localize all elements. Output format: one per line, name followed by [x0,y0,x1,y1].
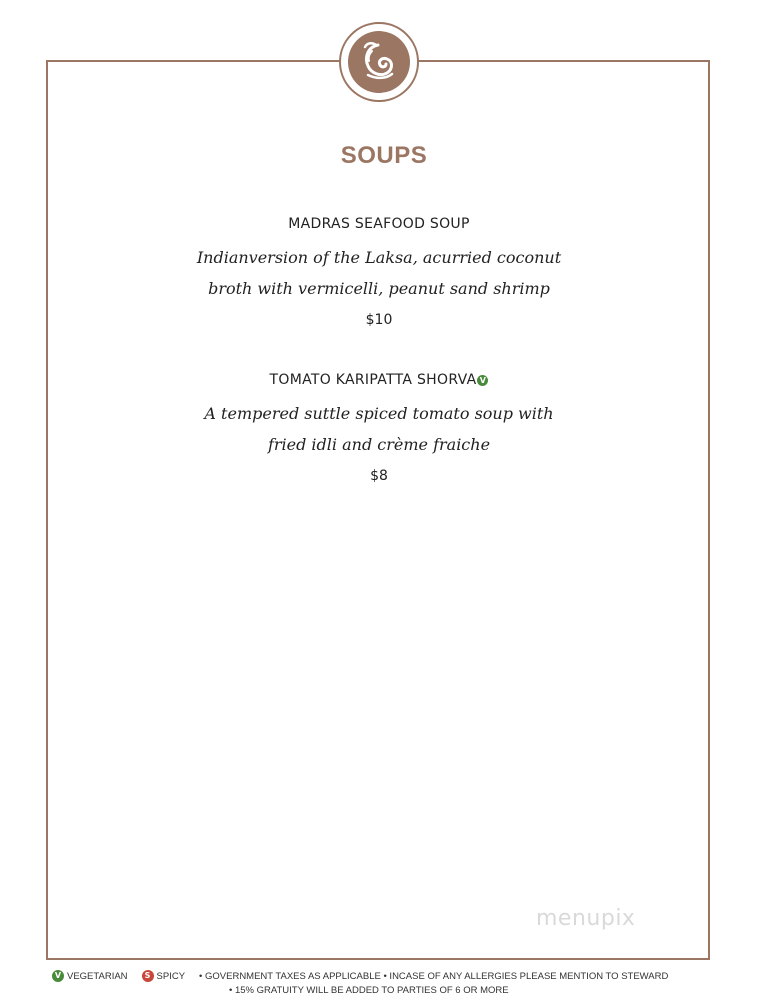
item-name-row [0,369,758,391]
menu-frame [46,60,710,960]
item-description-line: Indianversion of the Laksa, acurried coconut [196,248,562,267]
footer-gratuity-notice: • 15% GRATUITY WILL BE ADDED TO PARTIES OF 6 OR MORE [229,985,509,996]
item-description-line: broth with vermicelli, peanut sand shrimp [208,279,550,298]
watermark: menupix [536,906,636,931]
item-description-line: A tempered suttle spiced tomato soup with [204,404,554,423]
spicy-legend-icon: S [142,970,154,982]
spicy-legend-label: SPICY [156,970,186,982]
swirl-bird-logo-icon [348,31,410,93]
item-name: TOMATO KARIPATTA SHORVA [269,372,477,388]
item-description [0,242,758,304]
section-title: SOUPS [340,142,428,169]
footer-legend-row [52,970,668,982]
footer-notice: • GOVERNMENT TAXES AS APPLICABLE • INCASE OF ANY ALLERGIES PLEASE MENTION TO STEWARD [199,970,669,982]
item-name: MADRAS SEAFOOD SOUP [288,216,470,232]
vegetarian-badge-icon: V [477,375,488,386]
restaurant-logo [339,22,419,102]
vegetarian-legend-label: VEGETARIAN [67,970,128,982]
vegetarian-legend-icon: V [52,970,64,982]
menu-item-madras-seafood-soup [0,213,758,330]
menu-item-tomato-karipatta-shorva [0,369,758,486]
item-price: $8 [370,468,388,484]
item-description-line: fried idli and crème fraiche [267,435,491,454]
item-price: $10 [365,312,393,328]
item-description [0,398,758,460]
